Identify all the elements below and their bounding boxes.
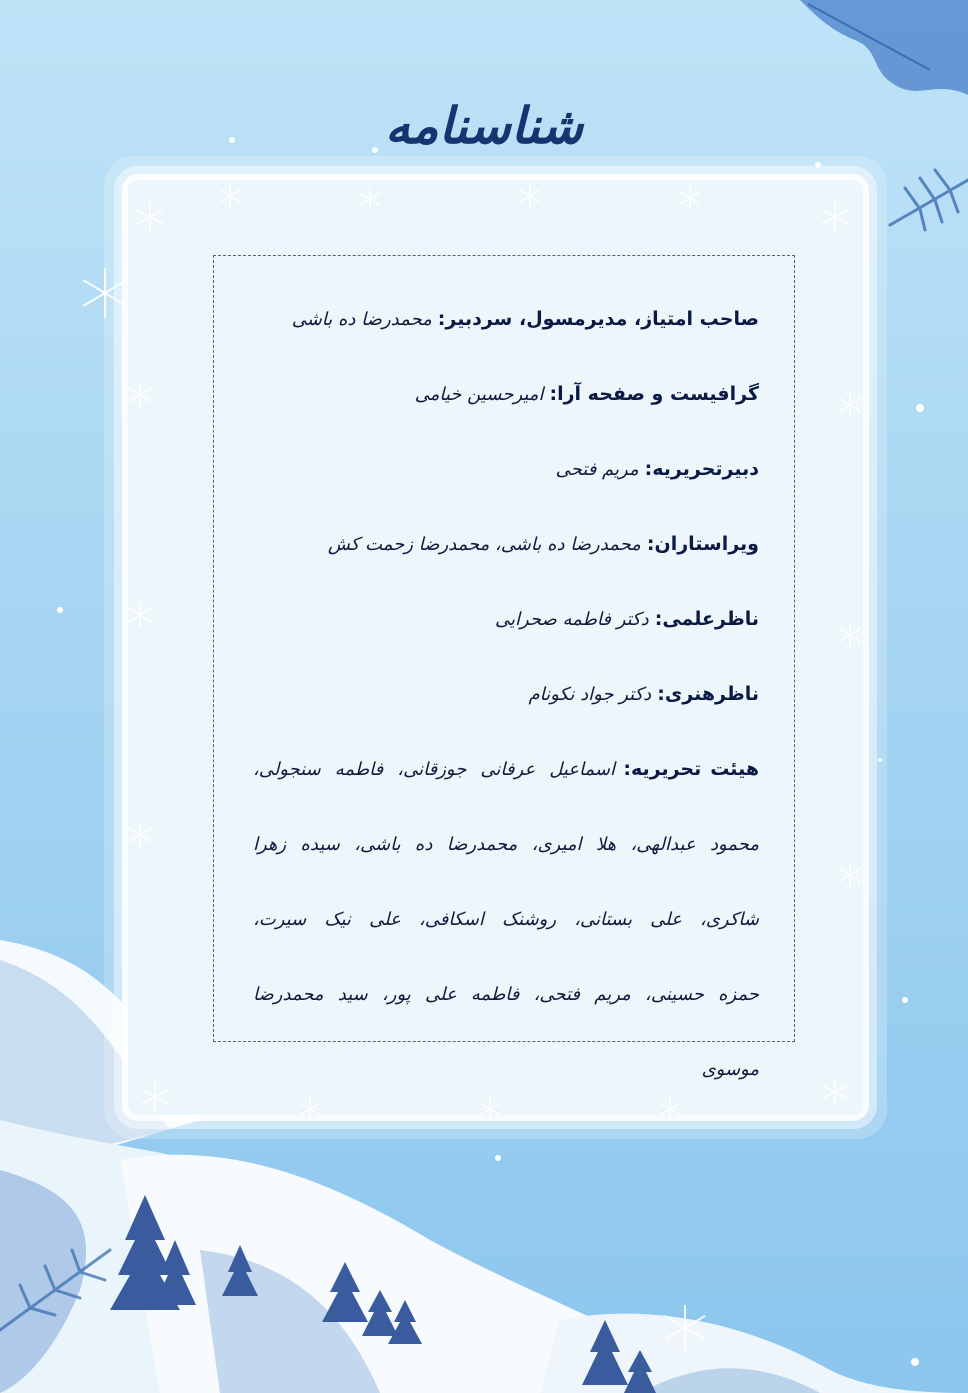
feather-leaf-icon: [890, 170, 968, 230]
credit-editorial-board: [253, 732, 759, 1107]
page-title: شناسنامه: [384, 95, 584, 155]
credit-label: صاحب امتیاز، مدیرمسول، سردبیر:: [437, 308, 759, 330]
credit-art-supervisor: [253, 657, 759, 732]
credit-graphic-designer: [253, 357, 759, 432]
credit-label: ناظرهنری:: [657, 683, 759, 705]
leaf-icon: [800, 0, 968, 95]
credit-editorial-secretary: [253, 432, 759, 507]
credit-scientific-supervisor: [253, 582, 759, 657]
credit-label: دبیرتحریریه:: [644, 458, 759, 480]
credit-value: اسماعیل عرفانی جوزقانی، فاطمه سنجولی، محمود عبدالهی، هلا امیری، محمدرضا ده باشی، سیده زهرا شاکری، علی بستانی، روشنک اسکافی، علی نیک سیرت، حمزه حسینی، مریم فتحی، فاطمه علی پور، سید محمدرضا موسوی: [253, 759, 759, 1080]
credit-value: امیرحسین خیامی: [414, 384, 544, 405]
credit-label: ویراستاران:: [646, 533, 759, 555]
credit-label: گرافیست و صفحه آرا:: [549, 383, 759, 405]
credit-value: دکتر فاطمه صحرایی: [494, 609, 649, 630]
credit-label: هیئت تحریریه:: [623, 758, 759, 780]
credit-owner: [253, 282, 759, 357]
credit-label: ناظرعلمی:: [654, 608, 759, 630]
credit-editors: [253, 507, 759, 582]
credit-value: دکتر جواد نکونام: [528, 684, 652, 705]
credits-list: [253, 282, 759, 1107]
credit-value: مریم فتحی: [555, 459, 639, 480]
credit-value: محمدرضا ده باشی، محمدرضا زحمت کش: [327, 534, 641, 555]
credit-value: محمدرضا ده باشی: [291, 309, 432, 330]
